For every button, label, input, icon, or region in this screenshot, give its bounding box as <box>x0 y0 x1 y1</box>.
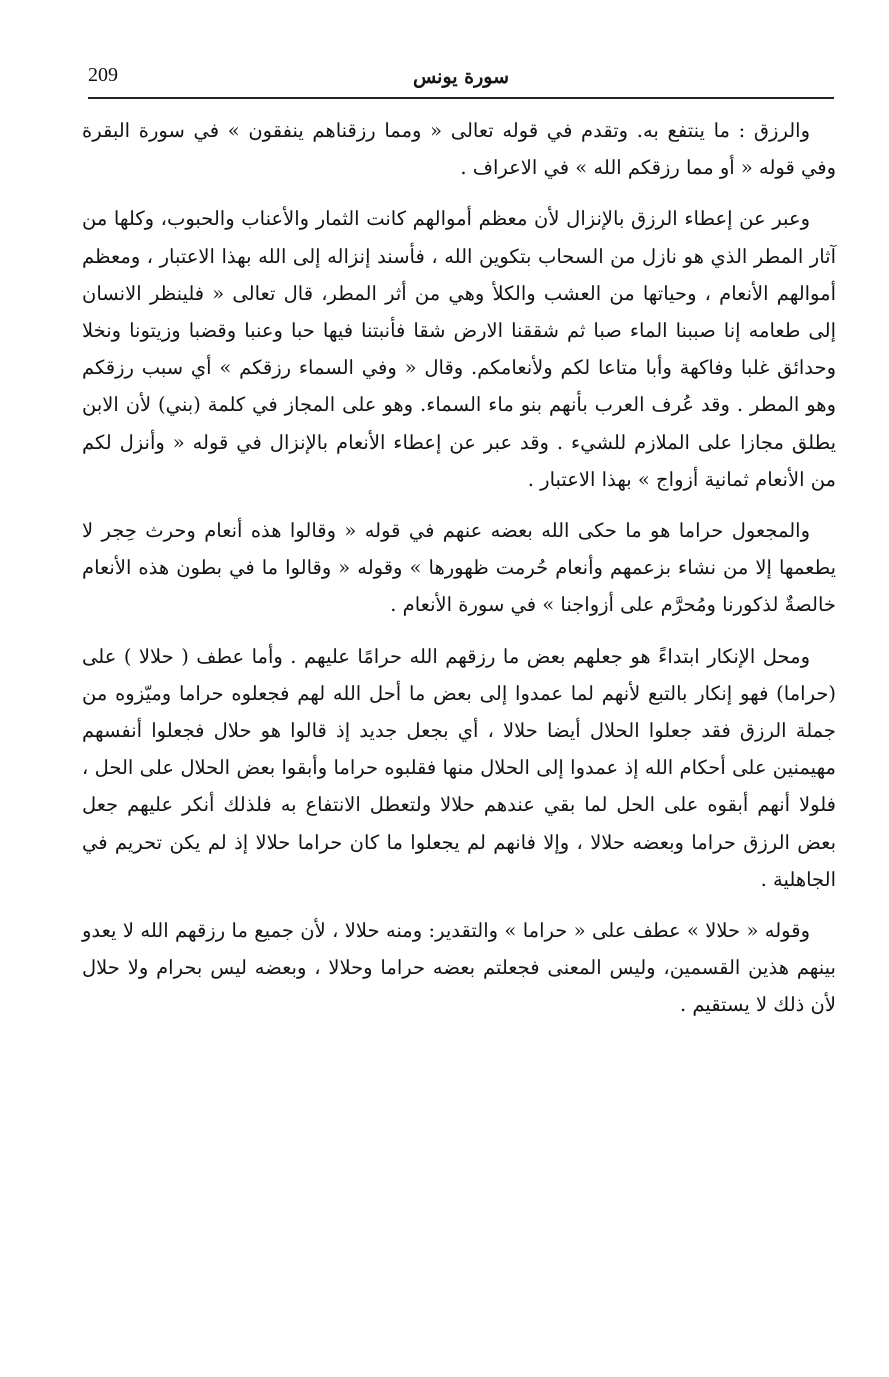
paragraph-halal-conjunction: وقوله « حلالا » عطف على « حراما » والتقدير: ومنه حلالا ، لأن جميع ما رزقهم الله لا يعدو بينهم هذين القسمين، وليس المعنى فجعلتم بعضه حراما وحلالا ، وبعضه ليس بحرام ولا حلال لأن ذلك لا يستقيم . <box>82 919 836 1017</box>
page-body <box>82 112 836 1024</box>
paragraph-rizq-definition: والرزق : ما ينتفع به. وتقدم في قوله تعالى « ومما رزقناهم ينفقون » في سورة البقرة وفي قوله « أو مما رزقكم الله » في الاعراف . <box>82 119 836 180</box>
header-rule <box>88 97 834 99</box>
page-number: 209 <box>88 64 118 86</box>
paragraph-inzal-explanation: وعبر عن إعطاء الرزق بالإنزال لأن معظم أموالهم كانت الثمار والأعناب والحبوب، وكلها من آثار المطر الذي هو نازل من السحاب بتكوين الله ، فأسند إنزاله إلى الله بهذا الاعتبار ، ومعظم أموالهم الأنعام ، وحياتها من العشب والكلأ وهي من أثر المطر، قال تعالى « فلينظر الانسان إلى طعامه إنا صببنا الماء صبا ثم شققنا الارض شقا فأنبتنا فيها حبا وعنبا وقضبا وزيتونا ونخلا وحدائق غلبا وفاكهة وأبا متاعا لكم ولأنعامكم. وقال « وفي السماء رزقكم » أي سبب رزقكم وهو المطر . وقد عُرف العرب بأنهم بنو ماء السماء. وهو على المجاز في كلمة (بني) لأن الابن يطلق مجازا على الملازم للشيء . وقد عبر عن إعطاء الأنعام بالإنزال في قوله « وأنزل لكم من الأنعام ثمانية أزواج » بهذا الاعتبار . <box>82 207 836 491</box>
paragraph-forbidden-items: والمجعول حراما هو ما حكى الله بعضه عنهم في قوله « وقالوا هذه أنعام وحرث حِجر لا يطعمها إلا من نشاء بزعمهم وأنعام حُرمت ظهورها » وقوله « وقالوا ما في بطون هذه الأنعام خالصةٌ لذكورنا ومُحرَّم على أزواجنا » في سورة الأنعام . <box>82 519 836 617</box>
surah-title: سورة يونس <box>412 66 510 88</box>
page-header <box>88 62 834 98</box>
paragraph-denial-analysis: ومحل الإنكار ابتداءً هو جعلهم بعض ما رزقهم الله حرامًا عليهم . وأما عطف ( حلالا ) على (حراما) فهو إنكار بالتبع لأنهم لما عمدوا إلى بعض ما أحل الله لهم فجعلوه حراما وميّزوه من جملة الرزق فقد جعلوا الحلال أيضا حلالا ، أي بجعل جديد إذ قالوا هو حلال فجعلوا أنفسهم مهيمنين على أحكام الله إذ عمدوا إلى الحلال منها فقلبوه حراما وأبقوا بعض الحلال على الحل ، فلولا أنهم أبقوه على الحل لما بقي عندهم حلالا ولتعطل الانتفاع به فلذلك أنكر عليهم جعل بعض الرزق حراما وبعضه حلالا ، وإلا فانهم لم يجعلوا ما كان حراما حلالا إذ لم يكن تحريم في الجاهلية . <box>82 644 836 891</box>
